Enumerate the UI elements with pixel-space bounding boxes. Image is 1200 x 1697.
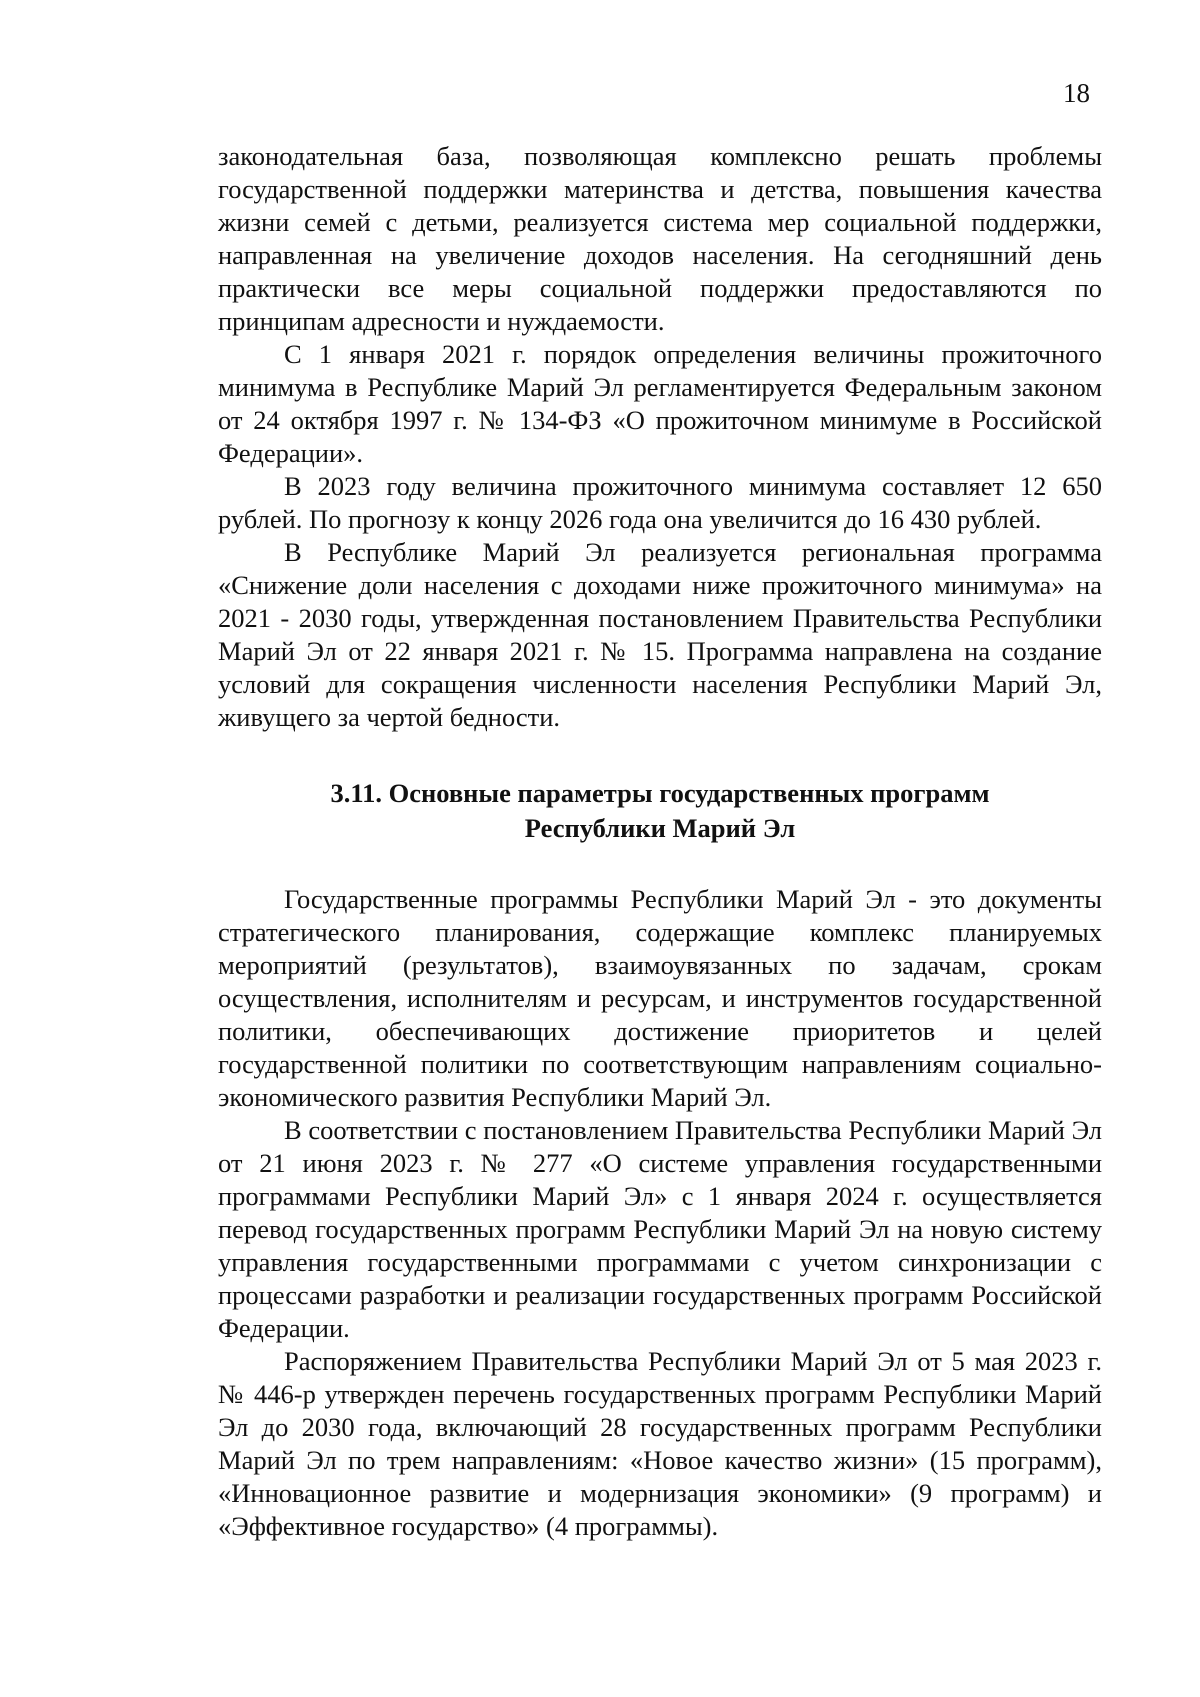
- paragraph-3: В 2023 году величина прожиточного минимума составляет 12 650 рублей. По прогнозу к концу 2026 года она увеличится до 16 430 рублей.: [218, 471, 1102, 534]
- paragraph-6: В соответствии с постановлением Правительства Республики Марий Эл от 21 июня 2023 г. № 277 «О системе управления государственными программами Республики Марий Эл» с 1 января 2024 г. осуществляется перевод государственных программ Республики Марий Эл на новую систему управления государственными программами с учетом синхронизации с процессами разработки и реализации государственных программ Российской Федерации.: [218, 1115, 1102, 1343]
- section-heading-line-1: 3.11. Основные параметры государственных программ: [330, 778, 990, 808]
- paragraph-4: В Республике Марий Эл реализуется региональная программа «Снижение доли населения с доходами ниже прожиточного минимума» на 2021 - 2030 годы, утвержденная постановлением Правительства Республики Марий Эл от 22 января 2021 г. № 15. Программа направлена на создание условий для сокращения численности населения Республики Марий Эл, живущего за чертой бедности.: [218, 537, 1102, 732]
- section-heading-line-2: Республики Марий Эл: [524, 813, 796, 843]
- document-body: [218, 140, 1102, 1543]
- page-number: 18: [1063, 78, 1090, 108]
- paragraph-7: Распоряжением Правительства Республики Марий Эл от 5 мая 2023 г. № 446-р утвержден перечень государственных программ Республики Марий Эл до 2030 года, включающий 28 государственных программ Республики Марий Эл по трем направлениям: «Новое качество жизни» (15 программ), «Инновационное развитие и модернизация экономики» (9 программ) и «Эффективное государство» (4 программы).: [218, 1346, 1102, 1541]
- paragraph-1: законодательная база, позволяющая комплексно решать проблемы государственной поддержки материнства и детства, повышения качества жизни семей с детьми, реализуется система мер социальной поддержки, направленная на увеличение доходов населения. На сегодняшний день практически все меры социальной поддержки предоставляются по принципам адресности и нуждаемости.: [218, 141, 1102, 336]
- paragraph-5: Государственные программы Республики Марий Эл - это документы стратегического планирования, содержащие комплекс планируемых мероприятий (результатов), взаимоувязанных по задачам, срокам осуществления, исполнителям и ресурсам, и инструментов государственной политики, обеспечивающих достижение приоритетов и целей государственной политики по соответствующим направлениям социально-экономического развития Республики Марий Эл.: [218, 884, 1102, 1112]
- paragraph-2: С 1 января 2021 г. порядок определения величины прожиточного минимума в Республике Марий Эл регламентируется Федеральным законом от 24 октября 1997 г. № 134-ФЗ «О прожиточном минимуме в Российской Федерации».: [218, 339, 1102, 468]
- section-heading: [218, 776, 1102, 846]
